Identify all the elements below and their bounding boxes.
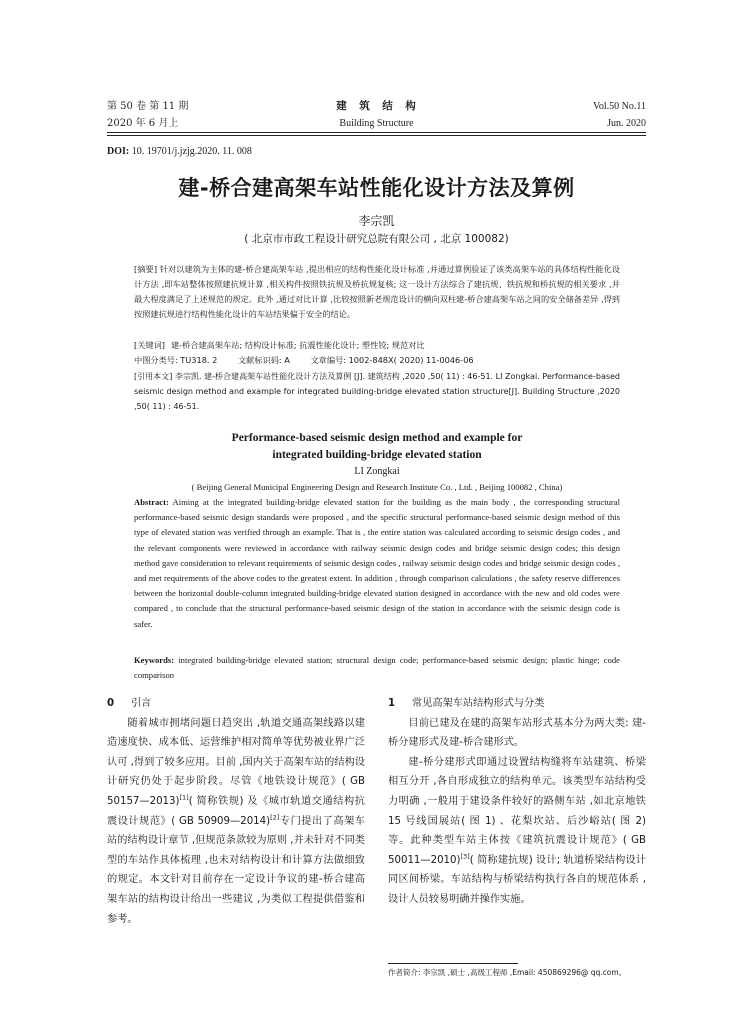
- section-1-text-b: ( 简称建抗规) 设计; 轨道桥梁结构设计同区间桥梁。车站结构与桥梁结构执行各自的规范体系 ,设计人员较易明确并操作实施。: [388, 854, 646, 905]
- section-1-paragraph-1: 目前已建及在建的高架车站形式基本分为两大类: 建-桥分建形式及建-桥合建形式。: [388, 717, 646, 749]
- section-1-text-a: 建-桥分建形式即通过设置结构缝将车站建筑、桥梁相互分开 ,各自形成独立的结构单元。该类型车站结构受力明确 ,一般用于建设条件较好的路侧车站 ,如北京地铁 15 号线国展站( 图 1) 、花梨坎站、后沙峪站( 图 2) 等。此种类型车站主体按《建筑抗震设计规范》( GB 50011—2010): [388, 756, 646, 866]
- header-journal-cn: 建 筑 结 构: [336, 100, 417, 112]
- header-volume-cn: 第 50 卷 第 11 期: [107, 101, 189, 112]
- keywords-cn-text: 建-桥合建高架车站; 结构设计标准; 抗震性能化设计; 塑性铰; 规范对比: [170, 340, 425, 350]
- section-0-number: 0: [107, 698, 115, 709]
- clc-number: 中图分类号: TU318. 2: [134, 355, 218, 365]
- section-0-heading: [107, 694, 365, 714]
- header-rule-thin: [107, 135, 646, 136]
- header-volume-en: Vol.50 No.11: [592, 101, 646, 112]
- abstract-cn-label: [摘要]: [134, 264, 158, 274]
- abstract-en: [134, 495, 620, 632]
- reference-3: [3]: [460, 852, 470, 861]
- doi-label: DOI:: [107, 146, 130, 157]
- doi-value: 10. 19701/j.jzjg.2020. 11. 008: [131, 146, 252, 157]
- author-footnote: 作者简介: 李宗凯 ,硕士 ,高级工程师 ,Email: 450869296@ qq.com。: [388, 968, 627, 977]
- header-date-en: Jun. 2020: [607, 118, 646, 129]
- abstract-en-text: Aiming at the integrated building-bridge elevated station for the building as the main body , the corresponding structural performance-based seismic design standards were proposed , and the specific structural performance-based seismic design method of this type of elevated station was verified through an example. That is , the entire station was calculated according to seismic design codes , and the relevant components were reviewed in accordance with railway seismic design codes and bridge seismic design codes; this design method gave consideration to relevant requirements of seismic design codes , railway seismic design codes and bridge seismic design codes , and met requirements of the above codes to the greatest extent. In addition , through comparison calculations , the safety reserve differences between the horizontal double-column integrated building-bridge elevated station designed in accordance with the new and old codes were compared , to conclude that the structural performance-based seismic design of the station in accordance with the seismic design code is safer.: [134, 497, 620, 629]
- section-0-title: 引言: [131, 698, 152, 709]
- title-en-line1: Performance-based seismic design method and example for: [231, 432, 523, 444]
- column-left: [107, 694, 365, 929]
- footnote-rule: [388, 963, 518, 964]
- abstract-en-label: Abstract:: [134, 497, 169, 507]
- classification-line: [134, 353, 620, 368]
- abstract-cn-text: 针对以建筑为主体的建-桥合建高架车站 ,提出相应的结构性能化设计标准 ,并通过算例验证了该类高架车站的具体结构性能化设计方法 ,即车站整体按照建抗规计算 ,相关构件按照铁抗规及桥抗规复核; 这一设计方法综合了建抗规、铁抗规和桥抗规的相关要求 ,并最大程度满足了上述规范的规定。此外 ,通过对比计算 ,比较按照新老规范设计的横向双柱建-桥合建高架车站之间的安全储备差异 ,得到按照建抗规进行结构性能化设计的车站结果偏于安全的结论。: [134, 264, 620, 319]
- author-cn: 李宗凯: [358, 214, 395, 228]
- section-1-title: 常见高架车站结构形式与分类: [412, 698, 545, 709]
- citation-label: [引用本文]: [134, 372, 173, 381]
- column-right: [388, 694, 646, 910]
- citation-text: 李宗凯. 建-桥合建高架车站性能化设计方法及算例 [J]. 建筑结构 ,2020 ,50( 11) : 46-51. LI Zongkai. Performance-based seismic design method and example for integrated building-bridge elevated station structure[J]. Building Structure ,2020 ,50( 11) : 46-51.: [134, 372, 621, 411]
- author-en: LI Zongkai: [354, 466, 400, 477]
- keywords-cn-label: [关键词]: [134, 340, 165, 350]
- abstract-cn: [134, 262, 620, 322]
- document-code: 文献标识码: A: [237, 355, 290, 365]
- keywords-en: [134, 653, 620, 683]
- section-0-text-a: 随着城市拥堵问题日趋突出 ,轨道交通高架线路以建造速度快、成本低、运营维护相对简单等优势被业界广泛认可 ,得到了较多应用。目前 ,国内关于高架车站的结构设计研究仍处于起步阶段。尽管《地铁设计规范》( GB 50157—2013): [107, 717, 365, 807]
- title-en: [134, 430, 620, 464]
- header-rule-thick: [107, 132, 646, 133]
- section-0-paragraph: [107, 714, 365, 930]
- title-en-line2: integrated building-bridge elevated station: [272, 449, 482, 461]
- doi-line: [107, 146, 252, 157]
- section-0-text-b: ( 简称铁规) 及《城市轨道交通结构抗震设计规范》( GB 50909—2014): [107, 795, 365, 827]
- title-cn: 建-桥合建高架车站性能化设计方法及算例: [178, 176, 575, 200]
- keywords-en-text: integrated building-bridge elevated station; structural design code; performance-based seismic design; plastic hinge; code comparison: [134, 655, 620, 681]
- header-date-cn: 2020 年 6 月上: [107, 118, 179, 129]
- article-id: 文章编号: 1002-848X( 2020) 11-0046-06: [310, 355, 474, 365]
- section-0-text-c: 专门提出了高架车站的结构设计章节 ,但规范条款较为原则 ,并未针对不同类型的车站作具体梳理 ,也未对结构设计和计算方法做细致的规定。本文针对目前存在一定设计争议的建-桥合建高架车站的结构设计给出一些建议 ,为类似工程提供借鉴和参考。: [107, 815, 365, 925]
- keywords-cn: [134, 338, 620, 353]
- header-journal-en: Building Structure: [339, 118, 414, 129]
- reference-2: [2]: [270, 813, 280, 822]
- affiliation-en: ( Beijing General Municipal Engineering Design and Research Institute Co. , Ltd. , Beijing 100082 , China): [191, 482, 563, 492]
- section-1-paragraph-2: [388, 753, 646, 910]
- affiliation-cn: ( 北京市市政工程设计研究总院有限公司 , 北京 100082): [244, 233, 509, 245]
- reference-1: [1]: [179, 793, 189, 802]
- keywords-en-label: Keywords:: [134, 655, 175, 665]
- section-1-heading: [388, 694, 646, 714]
- citation: [134, 369, 620, 414]
- section-1-number: 1: [388, 698, 396, 709]
